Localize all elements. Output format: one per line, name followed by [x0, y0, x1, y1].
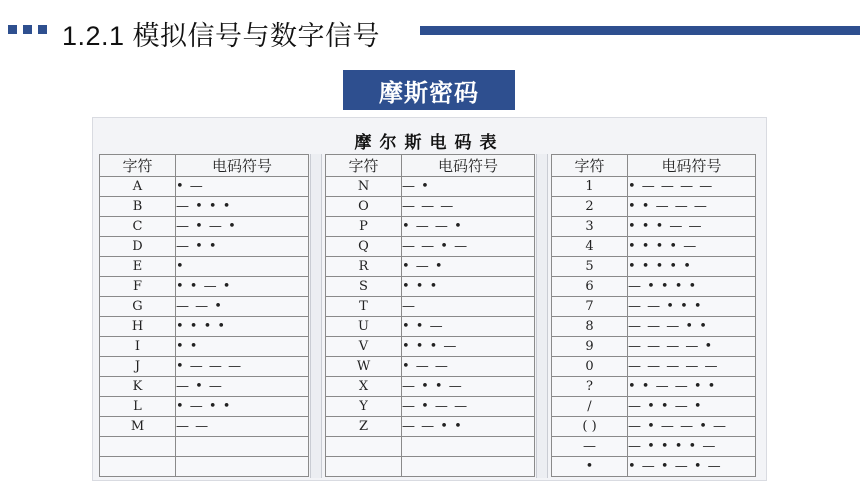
code-cell: — [402, 297, 535, 317]
code-cell: • — — — — [628, 177, 756, 197]
code-cell: — • • • [176, 197, 309, 217]
slide-title: 1.2.1 模拟信号与数字信号 [62, 21, 381, 51]
code-cell: — — — [402, 197, 535, 217]
square-icon [8, 25, 17, 34]
code-cell: — — • [176, 297, 309, 317]
char-cell: 5 [552, 257, 628, 277]
char-cell: T [326, 297, 402, 317]
table-title: 摩尔斯电码表 [354, 133, 505, 153]
code-cell: — — [176, 417, 309, 437]
char-cell: K [100, 377, 176, 397]
morse-table-group-digits-symbols [551, 154, 756, 477]
table-row [326, 197, 535, 217]
char-cell: U [326, 317, 402, 337]
column-header-code: 电码符号 [176, 155, 309, 177]
table-row [552, 297, 756, 317]
char-cell: 7 [552, 297, 628, 317]
table-row [100, 357, 309, 377]
code-cell: • • • • [176, 317, 309, 337]
table-row [100, 457, 309, 477]
table-row [326, 317, 535, 337]
table-row [100, 237, 309, 257]
table-row [100, 217, 309, 237]
table-row [326, 257, 535, 277]
table-row [326, 237, 535, 257]
code-cell: • — [176, 177, 309, 197]
char-cell: N [326, 177, 402, 197]
char-cell: 0 [552, 357, 628, 377]
code-cell [176, 457, 309, 477]
char-cell: / [552, 397, 628, 417]
code-cell: — — • • • [628, 297, 756, 317]
table-row [326, 217, 535, 237]
table-row [326, 437, 535, 457]
table-row [100, 437, 309, 457]
code-cell: • • — [402, 317, 535, 337]
code-cell: — • — • [176, 217, 309, 237]
code-cell: • • • • — [628, 237, 756, 257]
table-row [552, 217, 756, 237]
table-row [552, 237, 756, 257]
morse-table-group-letters-n-z [325, 154, 535, 477]
table-row [552, 437, 756, 457]
char-cell: 6 [552, 277, 628, 297]
char-cell: O [326, 197, 402, 217]
code-cell: — • — — [402, 397, 535, 417]
table-row [552, 337, 756, 357]
code-cell: • • • — — [628, 217, 756, 237]
code-cell: — • [402, 177, 535, 197]
char-cell: W [326, 357, 402, 377]
code-cell: — • • — • [628, 397, 756, 417]
char-cell [100, 437, 176, 457]
table-row [100, 317, 309, 337]
slide-header [0, 0, 860, 64]
code-cell: — — — — • [628, 337, 756, 357]
code-cell: — • • — [402, 377, 535, 397]
code-cell: — — • — [402, 237, 535, 257]
table-row [326, 377, 535, 397]
table-row [552, 397, 756, 417]
code-cell [176, 437, 309, 457]
code-cell: • — • [402, 257, 535, 277]
table-row [326, 357, 535, 377]
char-cell: F [100, 277, 176, 297]
table-row [552, 257, 756, 277]
title-squares-decoration [8, 25, 47, 34]
code-cell: • • • — [402, 337, 535, 357]
code-cell: • [176, 257, 309, 277]
code-cell: • — — — [176, 357, 309, 377]
table-row [100, 417, 309, 437]
code-cell: • — • — • — [628, 457, 756, 477]
char-cell: 2 [552, 197, 628, 217]
table-row [552, 457, 756, 477]
table-row [326, 457, 535, 477]
char-cell: — [552, 437, 628, 457]
char-cell: S [326, 277, 402, 297]
char-cell: B [100, 197, 176, 217]
char-cell: Z [326, 417, 402, 437]
table-row [100, 377, 309, 397]
table-row [326, 277, 535, 297]
table-row [100, 197, 309, 217]
char-cell: L [100, 397, 176, 417]
table-row [552, 277, 756, 297]
table-row [552, 377, 756, 397]
table-row [552, 417, 756, 437]
column-gap [536, 154, 548, 478]
table-row [326, 397, 535, 417]
char-cell: 3 [552, 217, 628, 237]
table-row [100, 277, 309, 297]
code-cell: • • — • [176, 277, 309, 297]
section-banner: 摩斯密码 [343, 70, 515, 110]
char-cell: Q [326, 237, 402, 257]
code-cell: • • — — — [628, 197, 756, 217]
code-cell [402, 437, 535, 457]
char-cell: ? [552, 377, 628, 397]
code-cell [402, 457, 535, 477]
table-row [326, 337, 535, 357]
column-gap [310, 154, 322, 478]
code-cell: • — • • [176, 397, 309, 417]
code-cell: • • • • • [628, 257, 756, 277]
char-cell [100, 457, 176, 477]
char-cell: D [100, 237, 176, 257]
char-cell: I [100, 337, 176, 357]
char-cell: R [326, 257, 402, 277]
char-cell: P [326, 217, 402, 237]
code-cell: • • — — • • [628, 377, 756, 397]
char-cell: A [100, 177, 176, 197]
char-cell: G [100, 297, 176, 317]
table-row [100, 257, 309, 277]
square-icon [38, 25, 47, 34]
morse-table-image [92, 117, 767, 481]
code-cell: — • • • • — [628, 437, 756, 457]
char-cell [326, 437, 402, 457]
table-row [326, 177, 535, 197]
code-cell: — • • [176, 237, 309, 257]
char-cell: E [100, 257, 176, 277]
char-cell: J [100, 357, 176, 377]
char-cell: V [326, 337, 402, 357]
char-cell: X [326, 377, 402, 397]
code-cell: — — • • [402, 417, 535, 437]
char-cell: 4 [552, 237, 628, 257]
char-cell: Y [326, 397, 402, 417]
table-row [552, 177, 756, 197]
table-row [552, 317, 756, 337]
column-header-char: 字符 [326, 155, 402, 177]
code-cell: — — — • • [628, 317, 756, 337]
char-cell: M [100, 417, 176, 437]
char-cell [326, 457, 402, 477]
code-cell: — • • • • [628, 277, 756, 297]
morse-table-group-letters-a-m [99, 154, 309, 477]
code-cell: — — — — — [628, 357, 756, 377]
table-row [100, 397, 309, 417]
code-cell: • • • [402, 277, 535, 297]
column-header-char: 字符 [100, 155, 176, 177]
code-cell: — • — [176, 377, 309, 397]
char-cell: 1 [552, 177, 628, 197]
char-cell: • [552, 457, 628, 477]
code-cell: • • [176, 337, 309, 357]
column-header-code: 电码符号 [402, 155, 535, 177]
table-row [326, 417, 535, 437]
char-cell: 8 [552, 317, 628, 337]
title-bar-decoration [420, 26, 860, 35]
table-row [100, 297, 309, 317]
table-row [100, 177, 309, 197]
square-icon [23, 25, 32, 34]
char-cell: C [100, 217, 176, 237]
code-cell: — • — — • — [628, 417, 756, 437]
table-row [552, 197, 756, 217]
code-cell: • — — • [402, 217, 535, 237]
char-cell: ( ) [552, 417, 628, 437]
char-cell: 9 [552, 337, 628, 357]
char-cell: H [100, 317, 176, 337]
table-row [552, 357, 756, 377]
table-row [100, 337, 309, 357]
column-header-code: 电码符号 [628, 155, 756, 177]
column-header-char: 字符 [552, 155, 628, 177]
table-row [326, 297, 535, 317]
code-cell: • — — [402, 357, 535, 377]
